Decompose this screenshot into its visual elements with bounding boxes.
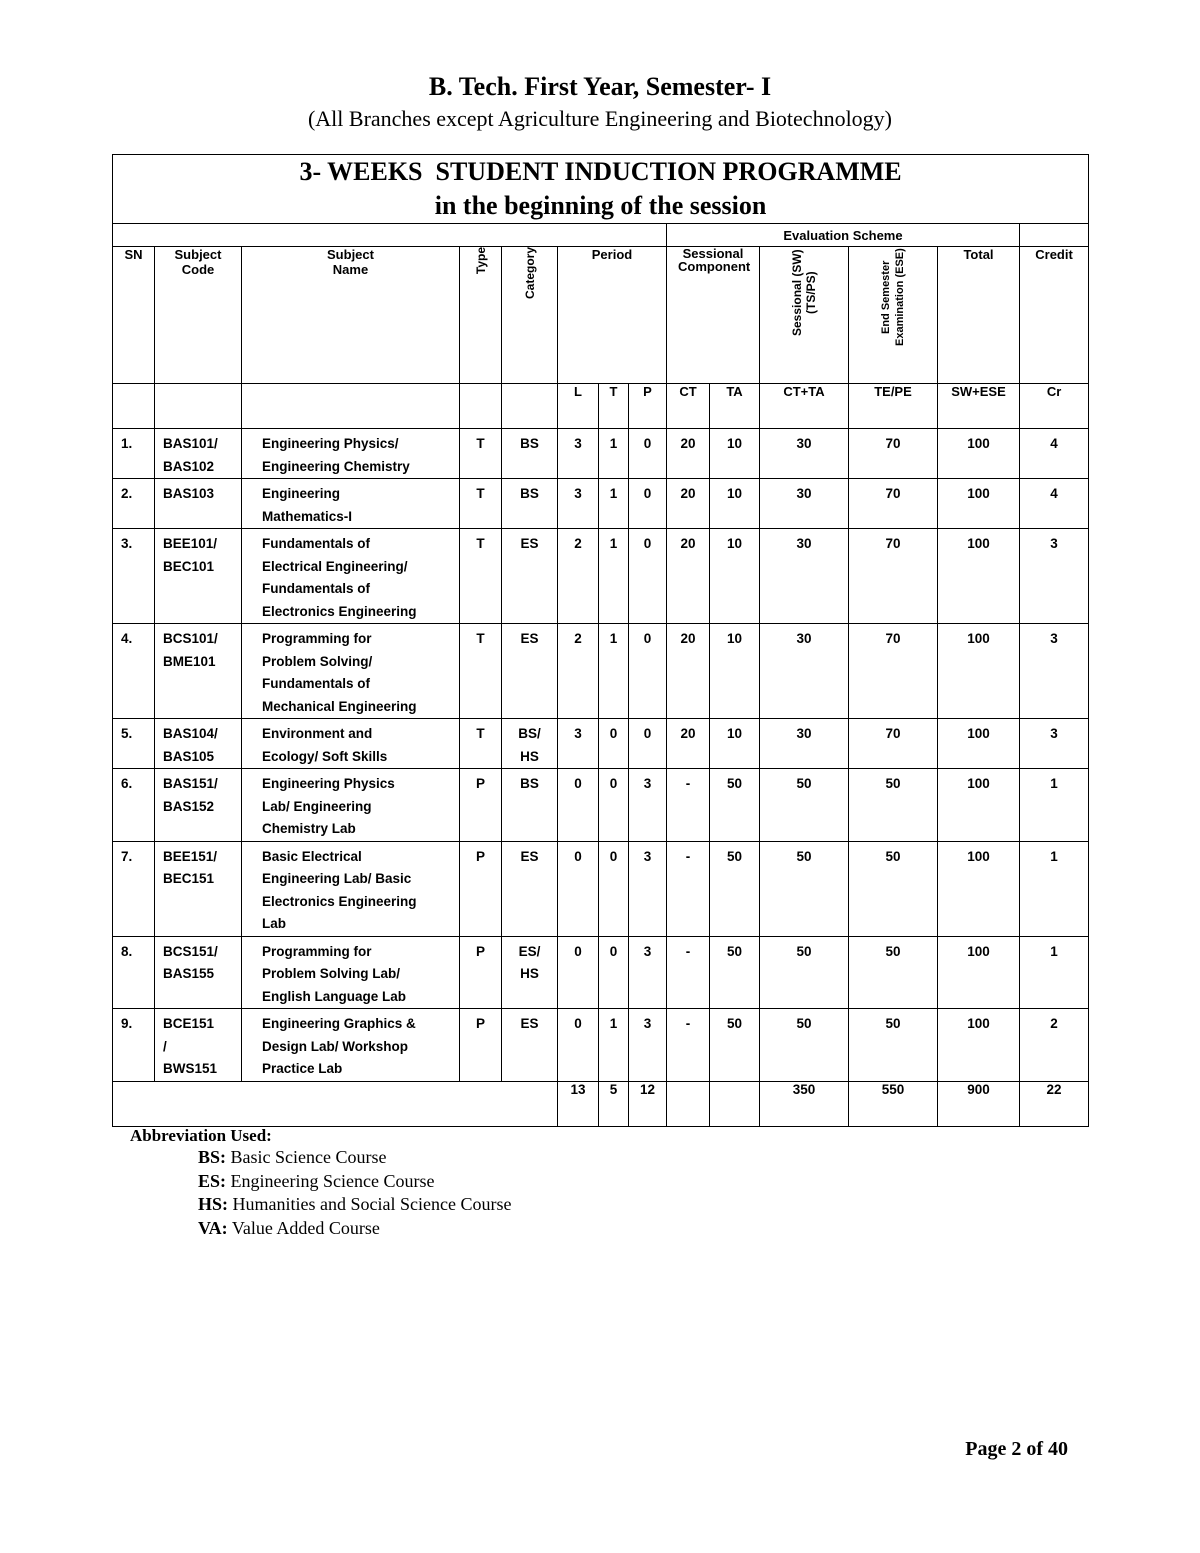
cell-ct: 20 xyxy=(667,429,710,479)
cell-sn: 8. xyxy=(113,936,155,1009)
cell-type: T xyxy=(460,719,502,769)
cell-subject-code: BAS151/ BAS152 xyxy=(155,769,242,842)
sub-sw-ese: SW+ESE xyxy=(938,384,1020,429)
sub-t: T xyxy=(599,384,629,429)
cell-credit: 1 xyxy=(1020,841,1089,936)
cell-credit: 3 xyxy=(1020,719,1089,769)
abbreviation-value: Engineering Science Course xyxy=(230,1170,435,1191)
cell-credit: 4 xyxy=(1020,479,1089,529)
col-sessional-sw: Sessional (SW) (TS/PS) xyxy=(760,247,849,384)
cell-ct: 20 xyxy=(667,529,710,624)
cell-l: 3 xyxy=(558,429,599,479)
abbreviation-item xyxy=(198,1170,511,1194)
cell-t: 1 xyxy=(599,479,629,529)
cell-l: 3 xyxy=(558,479,599,529)
cell-total: 100 xyxy=(938,529,1020,624)
total-te-pe: 550 xyxy=(849,1081,938,1126)
cell-category: ES xyxy=(502,1009,558,1082)
cell-sn: 5. xyxy=(113,719,155,769)
table-row xyxy=(113,529,1089,624)
cell-category: ES xyxy=(502,624,558,719)
cell-type: P xyxy=(460,769,502,842)
abbreviation-item xyxy=(198,1146,511,1170)
table-row xyxy=(113,429,1089,479)
col-total: Total xyxy=(938,247,1020,384)
sub-l: L xyxy=(558,384,599,429)
cell-ta: 10 xyxy=(710,624,760,719)
cell-l: 2 xyxy=(558,529,599,624)
cell-sn: 4. xyxy=(113,624,155,719)
total-ct-ta: 350 xyxy=(760,1081,849,1126)
cell-type: P xyxy=(460,1009,502,1082)
cell-te-pe: 50 xyxy=(849,1009,938,1082)
cell-total: 100 xyxy=(938,429,1020,479)
sub-p: P xyxy=(629,384,667,429)
cell-ta: 10 xyxy=(710,529,760,624)
abbreviation-key: HS: xyxy=(198,1194,229,1214)
col-sessional-component: Sessional Component xyxy=(667,247,760,384)
cell-ta: 10 xyxy=(710,479,760,529)
cell-category: ES/ HS xyxy=(502,936,558,1009)
cell-credit: 2 xyxy=(1020,1009,1089,1082)
induction-banner xyxy=(113,155,1089,224)
col-type: Type xyxy=(460,247,502,384)
cell-sn: 2. xyxy=(113,479,155,529)
cell-p: 3 xyxy=(629,1009,667,1082)
cell-t: 1 xyxy=(599,529,629,624)
cell-credit: 1 xyxy=(1020,769,1089,842)
cell-ta: 50 xyxy=(710,936,760,1009)
sub-ct-ta: CT+TA xyxy=(760,384,849,429)
cell-p: 0 xyxy=(629,529,667,624)
cell-ct: - xyxy=(667,841,710,936)
cell-p: 3 xyxy=(629,841,667,936)
cell-category: BS/ HS xyxy=(502,719,558,769)
cell-total: 100 xyxy=(938,936,1020,1009)
cell-te-pe: 70 xyxy=(849,429,938,479)
cell-subject-name: Engineering Physics/ Engineering Chemistry xyxy=(242,429,460,479)
cell-subject-code: BCS151/ BAS155 xyxy=(155,936,242,1009)
cell-type: T xyxy=(460,529,502,624)
cell-t: 0 xyxy=(599,841,629,936)
cell-total: 100 xyxy=(938,624,1020,719)
table-row xyxy=(113,841,1089,936)
banner-line-1: 3- WEEKS STUDENT INDUCTION PROGRAMME xyxy=(299,157,902,186)
cell-l: 3 xyxy=(558,719,599,769)
cell-type: P xyxy=(460,936,502,1009)
table-row xyxy=(113,719,1089,769)
col-end-semester: End Semester Examination (ESE) xyxy=(849,247,938,384)
banner-line-2: in the beginning of the session xyxy=(434,191,767,220)
cell-credit: 3 xyxy=(1020,624,1089,719)
abbreviation-key: VA: xyxy=(198,1217,228,1238)
cell-subject-code: BAS101/ BAS102 xyxy=(155,429,242,479)
cell-sn: 1. xyxy=(113,429,155,479)
table-row xyxy=(113,479,1089,529)
cell-category: BS xyxy=(502,429,558,479)
cell-type: T xyxy=(460,429,502,479)
cell-l: 0 xyxy=(558,936,599,1009)
cell-ta: 10 xyxy=(710,429,760,479)
cell-sn: 9. xyxy=(113,1009,155,1082)
cell-ta: 50 xyxy=(710,769,760,842)
cell-ct-ta: 30 xyxy=(760,529,849,624)
cell-category: ES xyxy=(502,841,558,936)
sub-cr: Cr xyxy=(1020,384,1089,429)
cell-t: 0 xyxy=(599,769,629,842)
cell-total: 100 xyxy=(938,479,1020,529)
cell-l: 0 xyxy=(558,841,599,936)
cell-l: 0 xyxy=(558,769,599,842)
cell-p: 0 xyxy=(629,719,667,769)
cell-subject-code: BCE151 / BWS151 xyxy=(155,1009,242,1082)
cell-type: T xyxy=(460,479,502,529)
col-sn: SN xyxy=(113,247,155,384)
cell-ct-ta: 30 xyxy=(760,719,849,769)
abbreviation-key: BS: xyxy=(198,1147,227,1167)
col-subject-name: Subject Name xyxy=(242,247,460,384)
cell-ct: - xyxy=(667,1009,710,1082)
cell-subject-name: Engineering Graphics & Design Lab/ Workshop Practice Lab xyxy=(242,1009,460,1082)
table-row xyxy=(113,624,1089,719)
sub-te-pe: TE/PE xyxy=(849,384,938,429)
cell-ct-ta: 50 xyxy=(760,936,849,1009)
evaluation-scheme-label: Evaluation Scheme xyxy=(667,224,1020,247)
sub-ta: TA xyxy=(710,384,760,429)
cell-l: 2 xyxy=(558,624,599,719)
cell-subject-code: BEE101/ BEC101 xyxy=(155,529,242,624)
cell-te-pe: 70 xyxy=(849,529,938,624)
col-subject-code: Subject Code xyxy=(155,247,242,384)
cell-subject-name: Basic Electrical Engineering Lab/ Basic Electronics Engineering Lab xyxy=(242,841,460,936)
total-l: 13 xyxy=(558,1081,599,1126)
cell-te-pe: 50 xyxy=(849,841,938,936)
cell-ta: 50 xyxy=(710,1009,760,1082)
cell-te-pe: 50 xyxy=(849,936,938,1009)
cell-p: 3 xyxy=(629,936,667,1009)
cell-t: 0 xyxy=(599,936,629,1009)
page-subtitle: (All Branches except Agriculture Engineering and Biotechnology) xyxy=(307,106,893,131)
sub-ct: CT xyxy=(667,384,710,429)
cell-subject-name: Engineering Physics Lab/ Engineering Chemistry Lab xyxy=(242,769,460,842)
cell-credit: 1 xyxy=(1020,936,1089,1009)
abbreviation-item xyxy=(198,1217,511,1241)
cell-l: 0 xyxy=(558,1009,599,1082)
total-t: 5 xyxy=(599,1081,629,1126)
cell-category: ES xyxy=(502,529,558,624)
page-number: Page 2 of 40 xyxy=(965,1438,1068,1460)
cell-ct-ta: 50 xyxy=(760,1009,849,1082)
cell-te-pe: 50 xyxy=(849,769,938,842)
abbreviation-value: Value Added Course xyxy=(231,1217,380,1238)
abbreviation-list xyxy=(198,1146,511,1240)
table-row xyxy=(113,769,1089,842)
page-title: B. Tech. First Year, Semester- I xyxy=(428,72,772,101)
cell-ct: 20 xyxy=(667,479,710,529)
col-period: Period xyxy=(558,247,667,384)
cell-te-pe: 70 xyxy=(849,719,938,769)
cell-t: 1 xyxy=(599,429,629,479)
cell-ct: - xyxy=(667,936,710,1009)
cell-subject-name: Programming for Problem Solving/ Fundamentals of Mechanical Engineering xyxy=(242,624,460,719)
total-credit: 22 xyxy=(1020,1081,1089,1126)
cell-t: 0 xyxy=(599,719,629,769)
course-scheme-table xyxy=(112,154,1089,1127)
total-p: 12 xyxy=(629,1081,667,1126)
cell-ta: 50 xyxy=(710,841,760,936)
cell-te-pe: 70 xyxy=(849,624,938,719)
cell-subject-code: BEE151/ BEC151 xyxy=(155,841,242,936)
cell-subject-name: Programming for Problem Solving Lab/ English Language Lab xyxy=(242,936,460,1009)
cell-subject-code: BCS101/ BME101 xyxy=(155,624,242,719)
cell-credit: 3 xyxy=(1020,529,1089,624)
cell-sn: 3. xyxy=(113,529,155,624)
cell-subject-code: BAS103 xyxy=(155,479,242,529)
cell-category: BS xyxy=(502,479,558,529)
cell-total: 100 xyxy=(938,1009,1020,1082)
cell-category: BS xyxy=(502,769,558,842)
cell-ct: 20 xyxy=(667,624,710,719)
cell-ct: - xyxy=(667,769,710,842)
cell-t: 1 xyxy=(599,1009,629,1082)
abbreviation-value: Basic Science Course xyxy=(230,1147,387,1167)
cell-subject-name: Fundamentals of Electrical Engineering/ Fundamentals of Electronics Engineering xyxy=(242,529,460,624)
course-rows xyxy=(113,429,1089,1082)
cell-p: 0 xyxy=(629,479,667,529)
cell-p: 0 xyxy=(629,624,667,719)
cell-type: P xyxy=(460,841,502,936)
cell-te-pe: 70 xyxy=(849,479,938,529)
cell-t: 1 xyxy=(599,624,629,719)
abbreviation-item xyxy=(198,1193,511,1217)
col-credit: Credit xyxy=(1020,247,1089,384)
abbreviation-key: ES: xyxy=(198,1170,227,1191)
col-category: Category xyxy=(502,247,558,384)
cell-sn: 6. xyxy=(113,769,155,842)
table-row xyxy=(113,1009,1089,1082)
cell-p: 3 xyxy=(629,769,667,842)
cell-ct-ta: 30 xyxy=(760,429,849,479)
abbreviation-value: Humanities and Social Science Course xyxy=(232,1194,512,1214)
cell-total: 100 xyxy=(938,841,1020,936)
cell-ct-ta: 30 xyxy=(760,624,849,719)
total-total: 900 xyxy=(938,1081,1020,1126)
cell-ct: 20 xyxy=(667,719,710,769)
cell-total: 100 xyxy=(938,719,1020,769)
cell-credit: 4 xyxy=(1020,429,1089,479)
table-row xyxy=(113,936,1089,1009)
cell-ct-ta: 50 xyxy=(760,769,849,842)
cell-p: 0 xyxy=(629,429,667,479)
cell-subject-name: Engineering Mathematics-I xyxy=(242,479,460,529)
cell-sn: 7. xyxy=(113,841,155,936)
cell-type: T xyxy=(460,624,502,719)
cell-ct-ta: 50 xyxy=(760,841,849,936)
cell-ct-ta: 30 xyxy=(760,479,849,529)
abbreviation-title: Abbreviation Used: xyxy=(130,1126,272,1145)
cell-subject-name: Environment and Ecology/ Soft Skills xyxy=(242,719,460,769)
totals-row xyxy=(113,1081,1089,1126)
cell-ta: 10 xyxy=(710,719,760,769)
cell-total: 100 xyxy=(938,769,1020,842)
cell-subject-code: BAS104/ BAS105 xyxy=(155,719,242,769)
